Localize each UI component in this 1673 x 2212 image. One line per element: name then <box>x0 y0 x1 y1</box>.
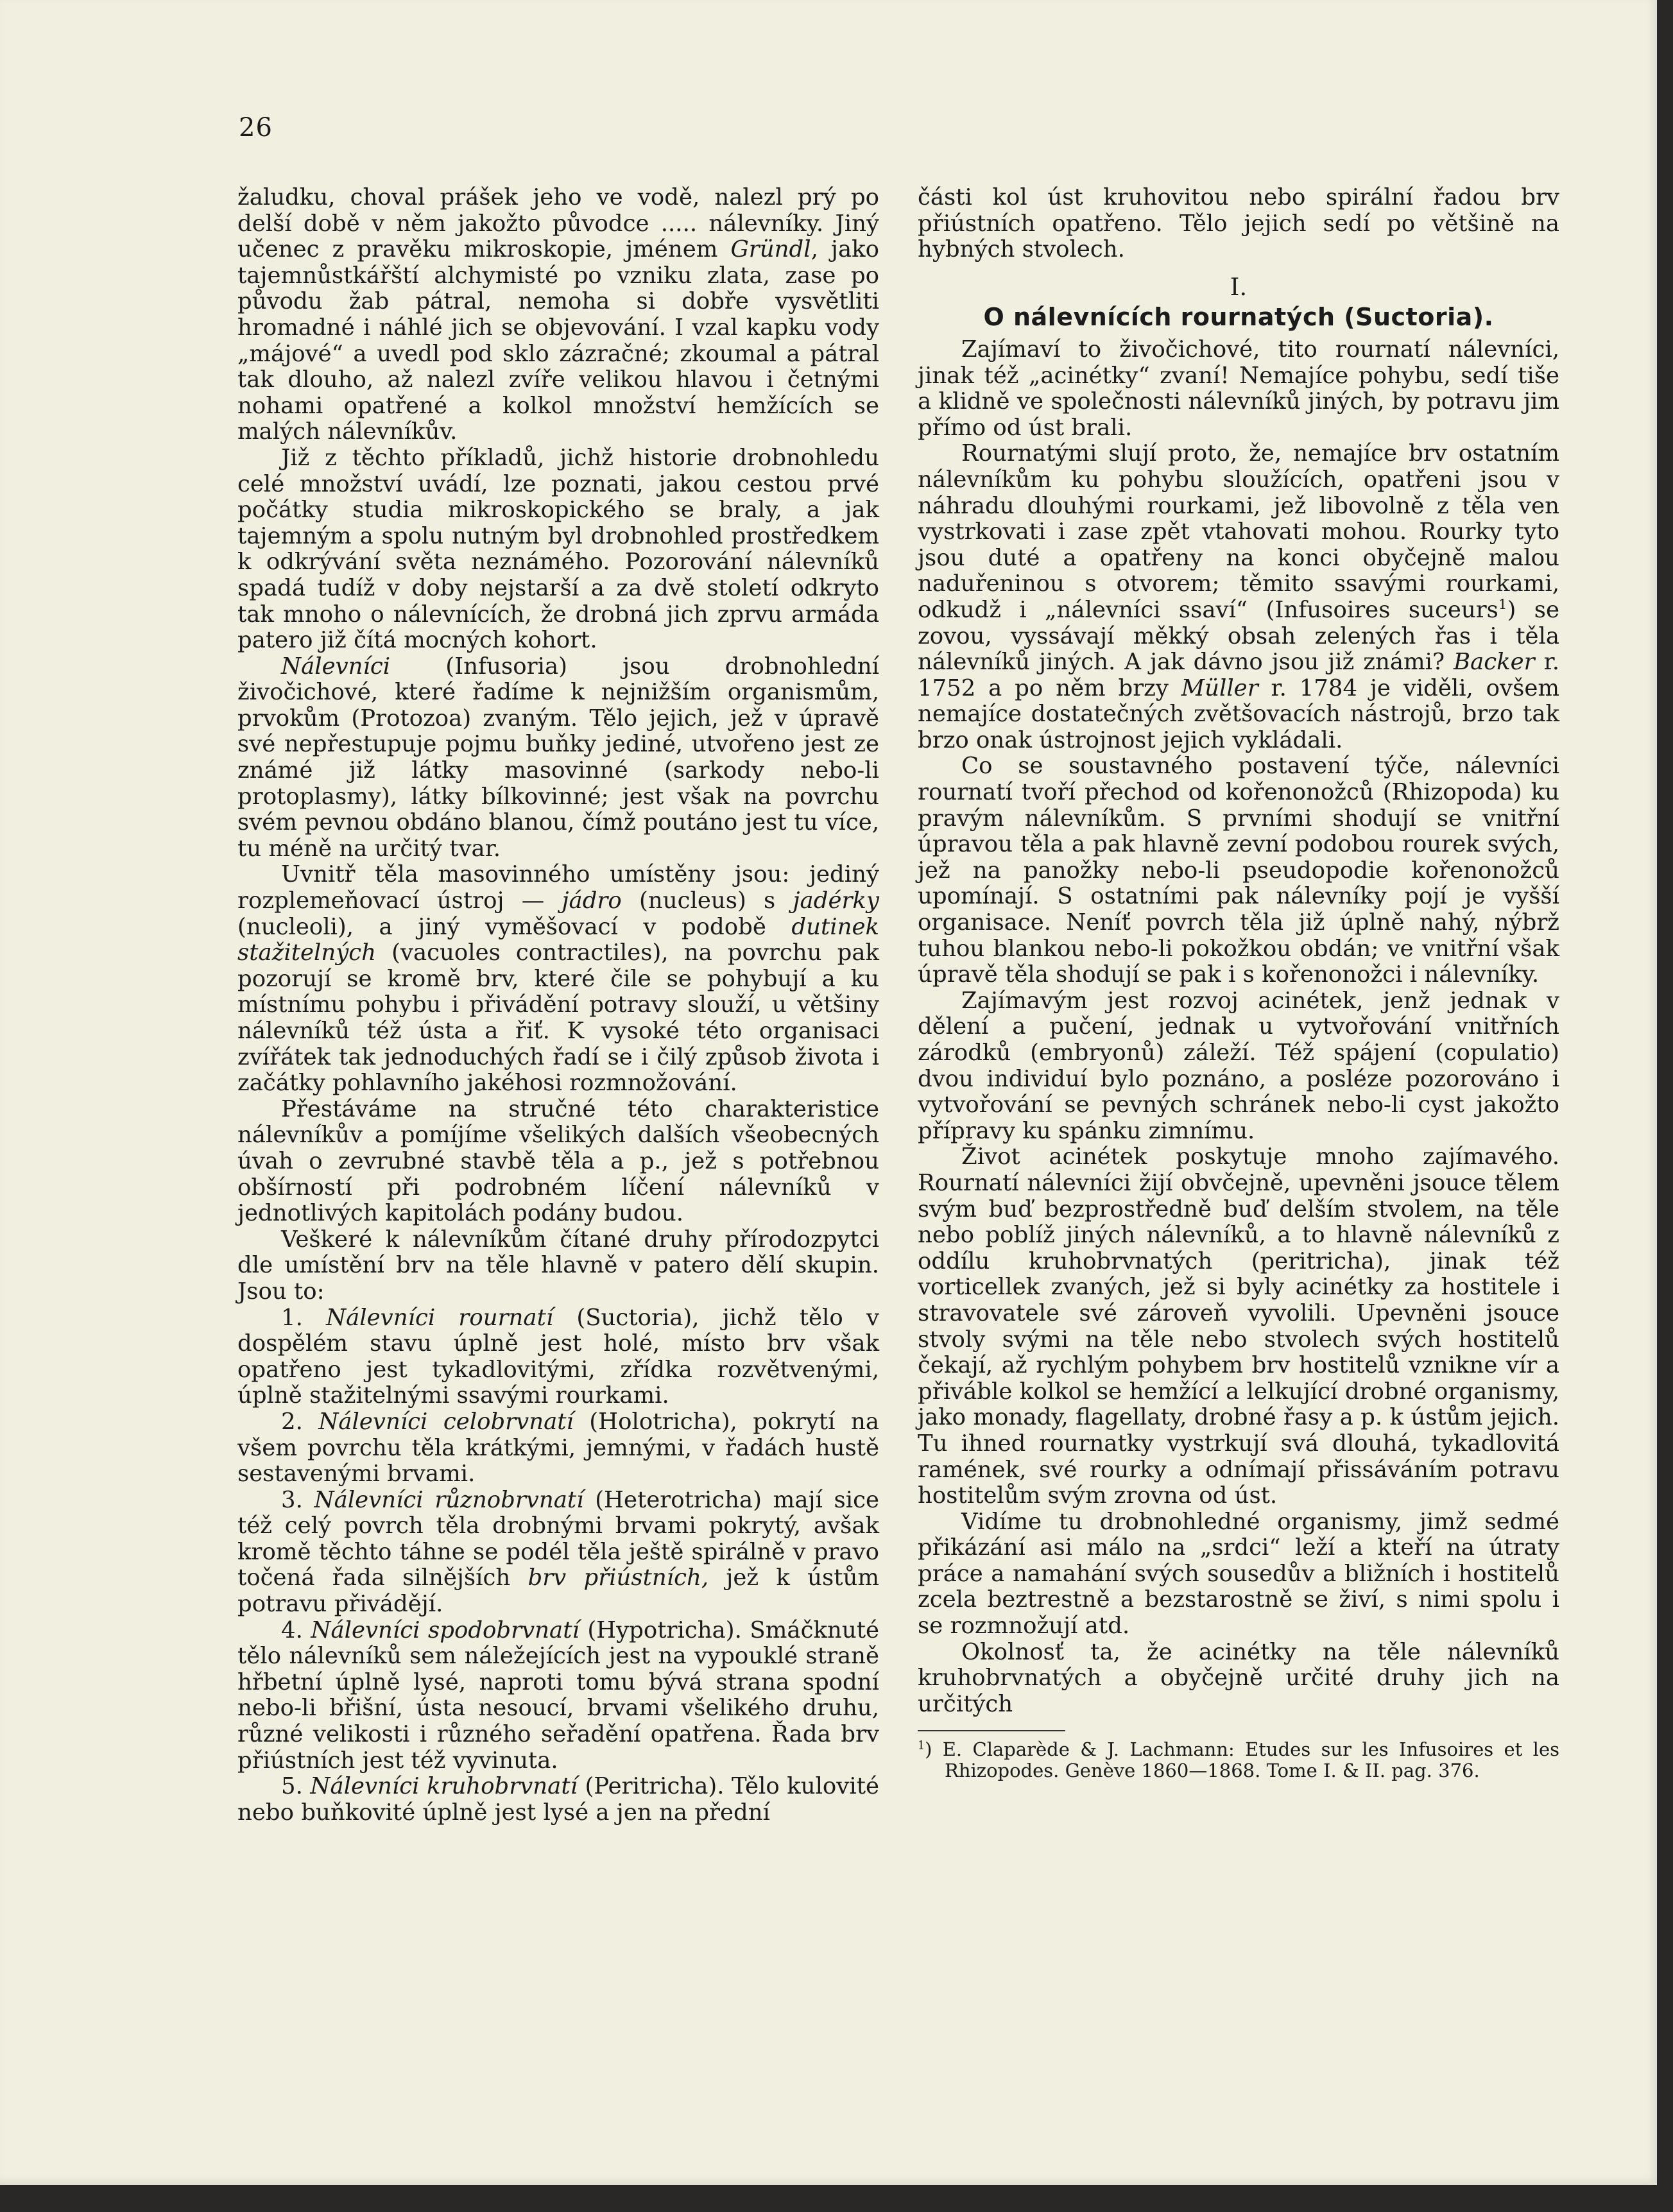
paragraph: Nálevníci (Infusoria) jsou drobnohlední živočichové, které řadíme k nejnižším organismům, prvokům (Protozoa) zvaným. Tělo jejich, jež v úpravě své nepřestupuje pojmu buňky jediné, utvořeno jest ze známé již látky masovinné (sarkody nebo-li protoplasmy), látky bílkovinné; jest však na povrchu svém pevnou obdáno blanou, čímž poutáno jest tu více, tu méně na určitý tvar. <box>237 653 879 862</box>
list-item: 2. Nálevníci celobrvnatí (Holotricha), pokrytí na všem povrchu těla krátkými, jemnými, v řadách hustě sestavenými brvami. <box>237 1408 879 1488</box>
list-item: 5. Nálevníci kruhobrvnatí (Peritricha). Tělo kulovité nebo buňkovité úplně jest lysé a jen na přední <box>237 1773 879 1826</box>
section-title: O nálevnících rournatých (Suctoria). <box>983 303 1494 332</box>
page-number: 26 <box>239 113 273 142</box>
paragraph: Okolnosť ta, že acinétky na těle nálevníků kruhobrvnatých a obyčejně určité druhy jich na určitých <box>918 1638 1559 1717</box>
list-item: 3. Nálevníci různobrvnatí (Heterotricha) mají sice též celý povrch těla drobnými brvami pokrytý, avšak kromě těchto táhne se podél těla ještě spirálně v pravo točená řada silnějších brv přiústních, jež k ústům potravu přivádějí. <box>237 1486 879 1618</box>
scan-border <box>1657 0 1673 2212</box>
paragraph: části kol úst kruhovitou nebo spirální řadou brv přiústních opatřeno. Tělo jejich sedí po většině na hybných stvolech. <box>918 184 1559 263</box>
left-column <box>237 185 879 1826</box>
paragraph: Zajímaví to živočichové, tito rournatí nálevníci, jinak též „acinétky“ zvaní! Nemajíce pohybu, sedí tiše a klidně ve společnosti nálevníků jiných, by potravu jim přímo od úst brali. <box>918 336 1559 441</box>
paragraph: Přestáváme na stručné této charakteristice nálevníkův a pomíjíme všelikých dalších všeobecných úvah o zevrubné stavbě těla a p., jež s potřebnou obšírností při podrobném líčení nálevníků v jednotlivých kapitolách podány budou. <box>237 1095 879 1227</box>
right-column <box>918 185 1559 1781</box>
footnote-reference: 1 <box>1498 597 1507 613</box>
paragraph: Veškeré k nálevníkům čítané druhy přírodozpytci dle umístění brv na těle hlavně v patero dělí skupin. Jsou to: <box>237 1226 879 1305</box>
list-item: 4. Nálevníci spodobrvnatí (Hypotricha). Smáčknuté tělo nálevníků sem náležejících jest na vypouklé straně hřbetní úplně lysé, naproti tomu bývá strana spodní nebo-li břišní, ústa nesoucí, brvami všelikého druhu, různé velikosti i různého seřadění opatřena. Řada brv přiústních jest též vyvinuta. <box>237 1616 879 1774</box>
footnote: $^1$) E. Claparède & J. Lachmann: Etudes sur les Infusoires et les Rhizopodes. Genève 1860—1868. Tome I. & II. pag. 376. <box>918 1738 1559 1782</box>
paragraph: žaludku, choval prášek jeho ve vodě, nalezl prý po delší době v něm jakožto původce ..... nálevníky. Jiný učenec z pravěku mikroskopie, jménem Gründl, jako tajemnůstkářští alchymisté po vzniku zlata, zase po původu žab pátral, nemoha si dobře vysvětliti hromadné i náhlé jich se objevování. I vzal kapku vody „májové“ a uvedl pod sklo zázračné; zkoumal a pátral tak dlouho, až nalezl zvíře velikou hlavou i četnými nohami opatřené a kolkol množství hemžících se malých nálevníkův. <box>237 184 879 445</box>
paragraph: Již z těchto příkladů, jichž historie drobnohledu celé množství uvádí, lze poznati, jakou cestou prvé počátky studia mikroskopického se braly, a jak tajemným a spolu nutným byl drobnohled prostředkem k odkrývání světa neznámého. Pozorování nálevníků spadá tudíž v doby nejstarší a za dvě století odkryto tak mnoho o nálevnících, že drobná jich zprvu armáda patero již čítá mocných kohort. <box>237 444 879 654</box>
paragraph: Rournatými slují proto, že, nemajíce brv ostatním nálevníkům ku pohybu sloužících, opatřeni jsou v náhradu dlouhými rourkami, jež libovolně z těla ven vystrkovati i zase zpět vtahovati mohou. Rourky tyto jsou duté a opatřeny na konci obyčejně malou naduřeninou s otvorem; těmito ssavými rourkami, odkudž i „nálevníci ssaví“ (Infusoires suceurs$^1$) se zovou, vyssávají měkký obsah zelených řas i těla nálevníků jiných. A jak dávno jsou již známi? Backer r. 1752 a po něm brzy Müller r. 1784 je viděli, ovšem nemajíce dostatečných zvětšovacích nástrojů, brzo tak brzo onak ústrojnost jejich vykládali. <box>918 440 1559 753</box>
paragraph: Co se soustavného postavení týče, nálevníci rournatí tvoří přechod od kořenonožců (Rhizopoda) ku pravým nálevníkům. S prvními shodují se vnitřní úpravou těla a pak hlavně zevní podobou rourek svých, jež na panožky nebo-li pseudopodie kořenonožců upomínají. S ostatními pak nálevníky pojí je vyšší organisace. Neníť povrch těla již úplně nahý, nýbrž tuhou blankou nebo-li pokožkou obdán; ve vnitřní však úpravě těla shodují se pak i s kořenonožci i nálevníky. <box>918 753 1559 988</box>
section-number: I. <box>1230 273 1248 301</box>
paragraph: Zajímavým jest rozvoj acinétek, jenž jednak v dělení a pučení, jednak u vytvořování vnitřních zárodků (embryonů) záleží. Též spájení (copulatio) dvou individuí bylo poznáno, a posléze pozorováno i vytvořování se pevných schránek nebo-li cyst jakožto přípravy ku spánku zimnímu. <box>918 987 1559 1144</box>
paragraph: Život acinétek poskytuje mnoho zajímavého. Rournatí nálevníci žijí obvčejně, upevněni jsouce tělem svým buď bezprostředně buď delším stvolem, na těle nebo poblíž jiných nálevníků, a to hlavně nálevníků z oddílu kruhobrvnatých (peritricha), jinak též vorticellek zvaných, jež si byly acinétky za hostitele i stravovatele své zároveň vyvolili. Upevněni jsouce stvoly svými na těle nebo stvolech svých hostitelů čekají, až rychlým pohybem brv hostitelů vznikne vír a přiváble kolkol se hemžící a lelkující drobné organismy, jako monady, flagellaty, drobné řasy a p. k ústům jejich. Tu ihned rournatky vystrkují svá dlouhá, tykadlovitá ramének, své rourky a odnímají přissáváním potravu hostitelům svým zrovna od úst. <box>918 1144 1559 1509</box>
paragraph: Vidíme tu drobnohledné organismy, jimž sedmé přikázání asi málo na „srdci“ leží a kteří na útraty práce a namahání svých sousedův a bližních i hostitelů zcela beztrestně a bezstarostně se živí, s nimi spolu i se rozmnožují atd. <box>918 1508 1559 1640</box>
footnote-divider <box>918 1730 1065 1731</box>
list-item: 1. Nálevníci rournatí (Suctoria), jichž tělo v dospělém stavu úplně jest holé, místo brv však opatřeno jest tykadlovitými, zřídka rozvětvenými, úplně stažitelnými ssavými rourkami. <box>237 1304 879 1409</box>
paragraph: Uvnitř těla masovinného umístěny jsou: jediný rozplemeňovací ústroj — jádro (nucleus) s jadérky (nucleoli), a jiný vyměšovací v podobě dutinek stažitelných (vacuoles contractiles), na povrchu pak pozorují se kromě brv, které čile se pohybují a ku místnímu pohybu i přivádění potravy slouží, u většiny nálevníků též ústa a řiť. K vysoké této organisaci zvířátek tak jednoduchých řadí se i čilý způsob života i začátky pohlavního jakéhosi rozmnožování. <box>237 861 879 1097</box>
